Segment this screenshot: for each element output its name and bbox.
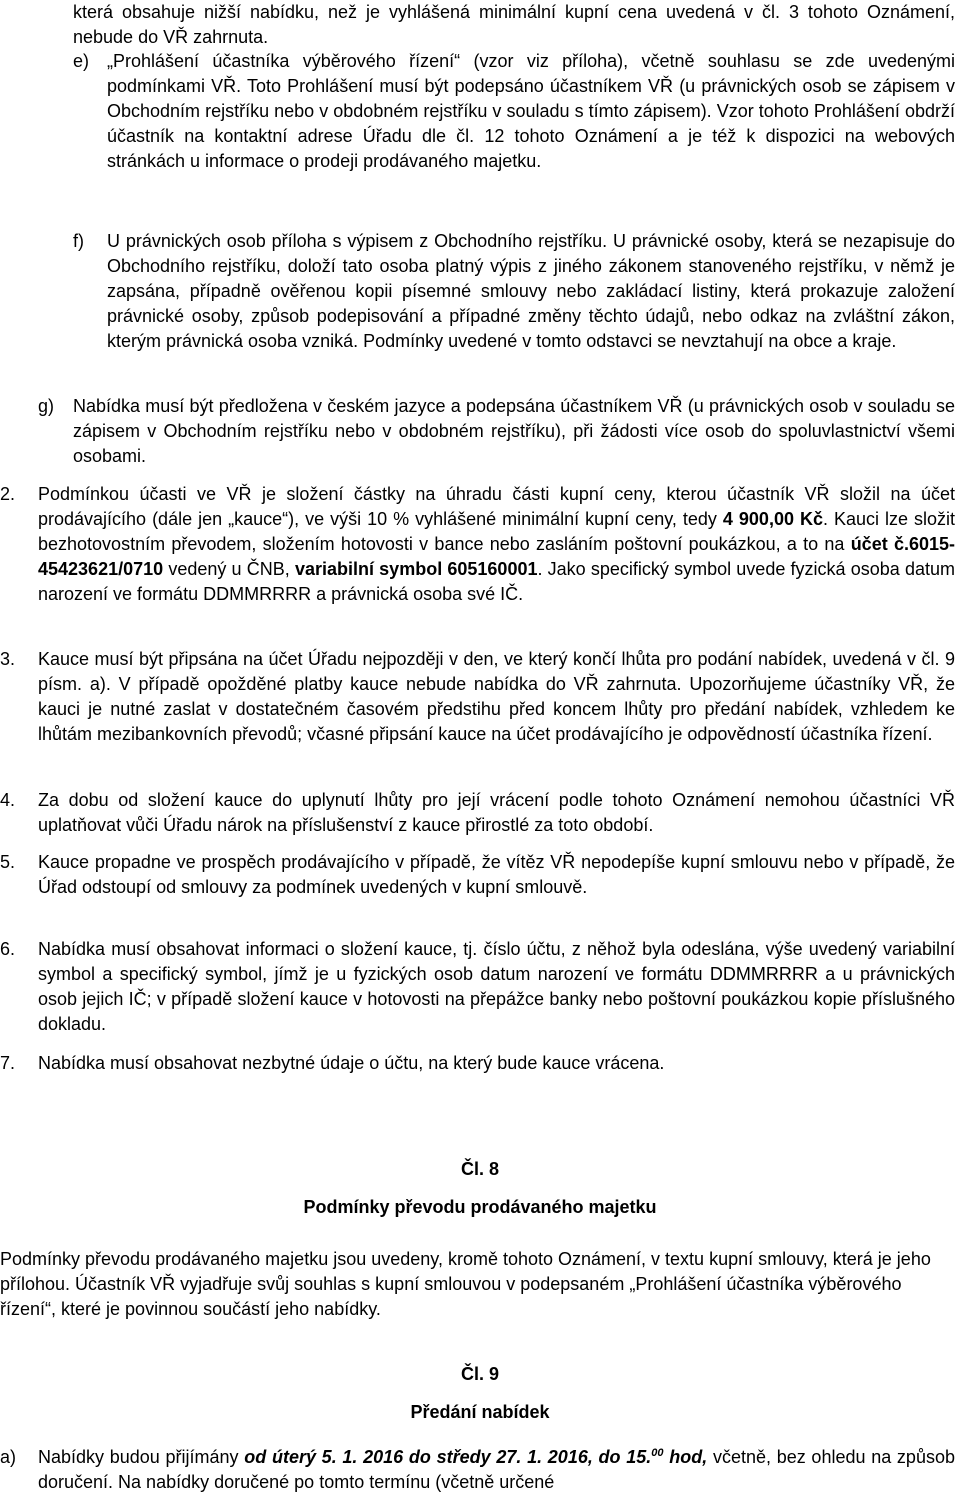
article-9-number: Čl. 9 (460, 1364, 499, 1384)
item-2-number: 2. (0, 484, 16, 504)
item-4-number: 4. (0, 790, 16, 810)
article-8-body: Podmínky převodu prodávaného majetku jsou uvedeny, kromě tohoto Oznámení, v textu kupní smlouvy, která je jeho přílohou. Účastník VŘ vyjadřuje svůj souhlas s kupní smlouvou v podepsaném „Prohlášení účastníka výběrového řízení“, které je povinnou součástí jeho nabídky. (0, 1249, 931, 1319)
item-2-text: Podmínkou účasti ve VŘ je složení částky na úhradu části kupní ceny, kterou účastník VŘ složil na účet prodávajícího (dále jen „kauce“), ve výši 10 % vyhlášené minimální kupní ceny, tedy 4 900,00 Kč. Kauci lze složit bezhotovostním převodem, složením hotovosti v bance nebo zasláním poštovní poukázkou, a to na účet č.6015-45423621/0710 vedený u ČNB, variabilní symbol 605160001. Jako specifický symbol uvede fyzická osoba datum narození ve formátu DDMMRRRR a právnická osoba své IČ. (38, 484, 955, 604)
item-5-number: 5. (0, 852, 16, 872)
item-7-number: 7. (0, 1053, 16, 1073)
subitem-f-text: U právnických osob příloha s výpisem z Obchodního rejstříku. U právnické osoby, která se nezapisuje do Obchodního rejstříku, doloží tato osoba platný výpis z jiného zákonem stanoveného rejstříku, v němž je zapsána, případně ověřenou kopii písemné smlouvy nebo zakládací listiny, která prokazuje založení právnické osoby, způsob podepisování a případné změny těchto údajů, nebo odkaz na zvláštní zákon, kterým právnická osoba vzniká. Podmínky uvedené v tomto odstavci se nevztahují na obce a kraje. (107, 231, 955, 351)
deposit-amount: 4 900,00 Kč (722, 509, 823, 529)
variable-symbol: variabilní symbol 605160001 (294, 559, 538, 579)
article-9-title: Předání nabídek (410, 1402, 550, 1422)
paragraph-continuation: která obsahuje nižší nabídku, než je vyhlášená minimální kupní cena uvedená v čl. 3 tohoto Oznámení, nebude do VŘ zahrnuta. (73, 2, 955, 47)
subitem-e-label: e) (73, 51, 90, 71)
item-7-text: Nabídka musí obsahovat nezbytné údaje o účtu, na který bude kauce vrácena. (38, 1053, 665, 1073)
item-3-text: Kauce musí být připsána na účet Úřadu nejpozději v den, ve který končí lhůta pro podání nabídek, uvedená v čl. 9 písm. a). V případě opožděné platby kauce nebude nabídka do VŘ zahrnuta. Upozorňujeme účastníky VŘ, že kauci je nutné zaslat v dostatečném časovém předstihu před koncem lhůty pro předání nabídek, vzhledem ke lhůtám mezibankovních převodů; včasné připsání kauce na účet prodávajícího je odpovědností účastníka řízení. (38, 649, 955, 744)
item-3-number: 3. (0, 649, 16, 669)
article-8-number: Čl. 8 (460, 1159, 499, 1179)
subitem-g-text: Nabídka musí být předložena v českém jazyce a podepsána účastníkem VŘ (u právnických osob v souladu se zápisem v Obchodním rejstříku nebo v obdobném rejstříku), při žádosti více osob do spoluvlastnictví všemi osobami. (73, 396, 955, 466)
hour-suffix: hod, (663, 1447, 708, 1467)
subitem-e-text: „Prohlášení účastníka výběrového řízení“ (vzor viz příloha), včetně souhlasu se zde uvedenými podmínkami VŘ. Toto Prohlášení musí být podepsáno účastníkem VŘ (u právnických osob se zápisem v Obchodním rejstříku nebo v obdobném rejstříku v souladu s tímto zápisem). Vzor tohoto Prohlášení obdrží účastník na kontaktní adrese Úřadu dle čl. 12 tohoto Oznámení a je též k dispozici na webových stránkách u informace o prodeji prodávaného majetku. (107, 51, 955, 171)
subitem-f-label: f) (73, 231, 84, 251)
item-5-text: Kauce propadne ve prospěch prodávajícího v případě, že vítěz VŘ nepodepíše kupní smlouvu nebo v případě, že Úřad odstoupí od smlouvy za podmínek uvedených v kupní smlouvě. (38, 852, 955, 897)
article-9-a-label: a) (0, 1447, 17, 1467)
account-number: účet č.6015-45423621/0710 (38, 534, 955, 579)
article-8-title: Podmínky převodu prodávaného majetku (303, 1197, 657, 1217)
item-4-text: Za dobu od složení kauce do uplynutí lhůty pro její vrácení podle tohoto Oznámení nemohou účastníci VŘ uplatňovat vůči Úřadu nárok na příslušenství z kauce přirostlé za toto období. (38, 790, 955, 835)
submission-period: od úterý 5. 1. 2016 do středy 27. 1. 2016, do 15. (244, 1447, 652, 1467)
subitem-g-label: g) (38, 396, 55, 416)
article-9-a-text: Nabídky budou přijímány od úterý 5. 1. 2016 do středy 27. 1. 2016, do 15.00 hod, včetně, bez ohledu na způsob doručení. Na nabídky doručené po tomto termínu (včetně určené (38, 1447, 955, 1492)
item-6-text: Nabídka musí obsahovat informaci o složení kauce, tj. číslo účtu, z něhož byla odeslána, výše uvedený variabilní symbol a specifický symbol, jímž je u fyzických osob datum narození ve formátu DDMMRRRR a u právnických osob jejich IČ; v případě složení kauce v hotovosti na přepážce banky nebo poštovní poukázkou kopie příslušného dokladu. (38, 939, 955, 1034)
time-minutes-superscript: 00 (651, 1447, 664, 1459)
item-6-number: 6. (0, 939, 16, 959)
